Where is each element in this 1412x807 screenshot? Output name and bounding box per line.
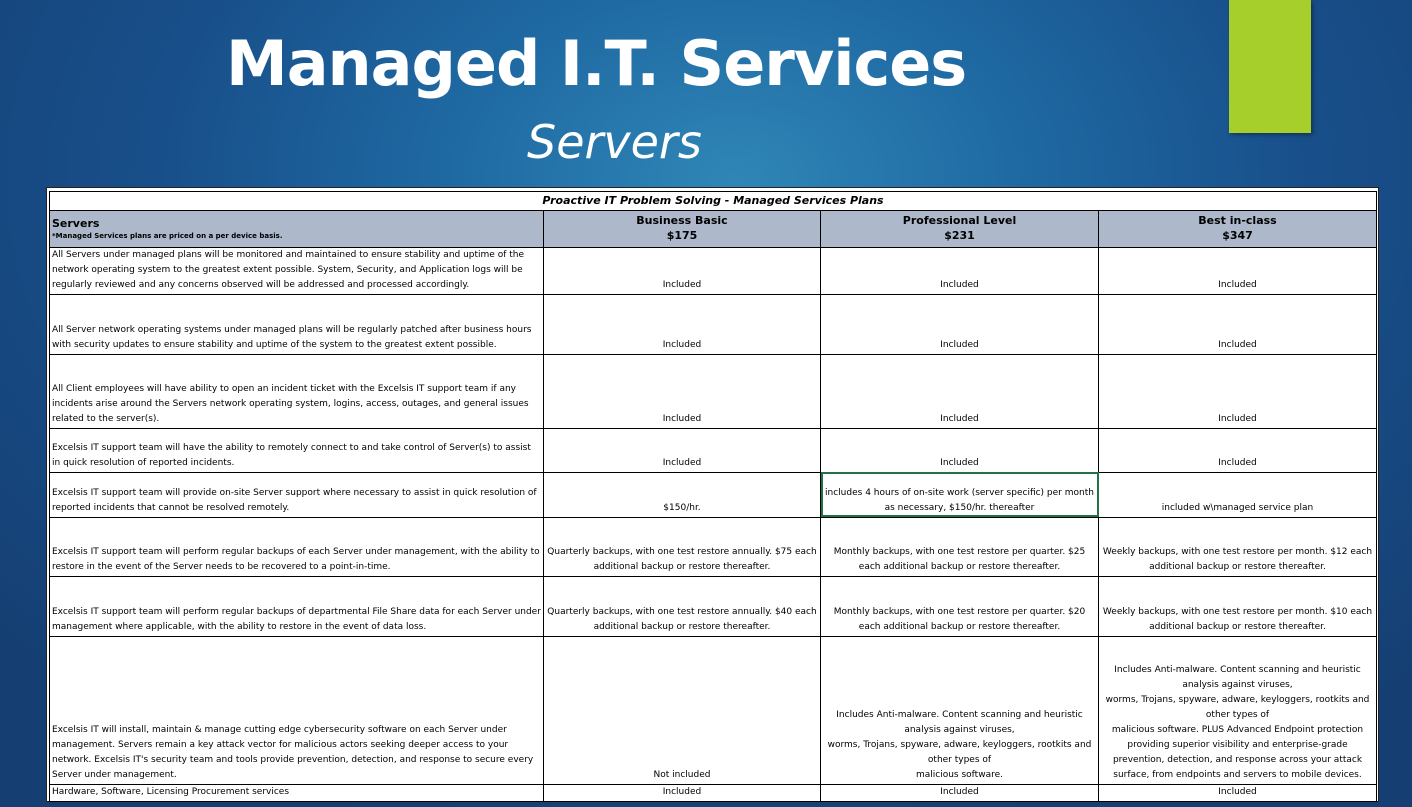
table-row — [50, 294, 1377, 354]
cell-best-in-class: Includes Anti-malware. Content scanning and heuristic analysis against viruses, worms, Trojans, spyware, adware, keyloggers, rootkits and other types of malicious software. PLUS Advanced Endpoint protection providing superior visibility and enterprise-grade prevention, detection, and response across your attack surface, from endpoints and servers to mobile devices. — [1099, 636, 1377, 784]
cell-best-in-class: Included — [1099, 248, 1377, 295]
row-description: Hardware, Software, Licensing Procurement services — [50, 784, 544, 801]
table-caption: Proactive IT Problem Solving - Managed Services Plans — [50, 192, 1377, 211]
header-plan-professional-level — [821, 211, 1099, 248]
cell-professional-level: Monthly backups, with one test restore per quarter. $25 each additional backup or restore thereafter. — [821, 517, 1099, 576]
cell-best-in-class: Included — [1099, 784, 1377, 801]
spreadsheet-table-image — [46, 187, 1379, 802]
table-row — [50, 636, 1377, 784]
header-plan-best-in-class — [1099, 211, 1377, 248]
slide-title: Managed I.T. Services — [226, 27, 967, 100]
header-servers-cell — [50, 211, 544, 248]
plan-price: $231 — [944, 229, 975, 242]
header-pricing-note: *Managed Services plans are priced on a per device basis. — [52, 232, 283, 240]
cell-best-in-class: included w\managed service plan — [1099, 472, 1377, 517]
cell-business-basic: Included — [544, 294, 821, 354]
header-servers-title: Servers — [52, 217, 100, 230]
cell-professional-level: Included — [821, 354, 1099, 428]
cell-professional-level: Included — [821, 294, 1099, 354]
cell-business-basic: Not included — [544, 636, 821, 784]
table-row — [50, 248, 1377, 295]
table-header-row — [50, 211, 1377, 248]
cell-business-basic: Included — [544, 428, 821, 472]
slide-subtitle: Servers — [527, 115, 702, 169]
row-description: All Client employees will have ability to open an incident ticket with the Excelsis IT support team if any incidents arise around the Servers network operating system, logins, access, outages, and general issues related to the server(s). — [50, 354, 544, 428]
row-description: Excelsis IT support team will perform regular backups of departmental File Share data for each Server under management where applicable, with the ability to restore in the event of data loss. — [50, 576, 544, 636]
header-plan-business-basic — [544, 211, 821, 248]
table-row — [50, 784, 1377, 801]
managed-services-plans-table — [49, 191, 1377, 802]
cell-business-basic: Included — [544, 784, 821, 801]
row-description: All Server network operating systems under managed plans will be regularly patched after business hours with security updates to ensure stability and uptime of the system to the greatest extent possible. — [50, 294, 544, 354]
table-row — [50, 428, 1377, 472]
plan-name: Professional Level — [902, 214, 1017, 228]
plan-name: Business Basic — [636, 214, 728, 228]
cell-best-in-class: Weekly backups, with one test restore per month. $12 each additional backup or restore thereafter. — [1099, 517, 1377, 576]
table-row — [50, 354, 1377, 428]
cell-best-in-class: Included — [1099, 428, 1377, 472]
plan-name: Best in-class — [1198, 214, 1277, 228]
cell-business-basic: Included — [544, 248, 821, 295]
plan-price: $175 — [666, 229, 698, 242]
cell-professional-level: Includes Anti-malware. Content scanning and heuristic analysis against viruses, worms, Trojans, spyware, adware, keyloggers, rootkits and other types of malicious software. — [821, 636, 1099, 784]
table-row — [50, 472, 1377, 517]
row-description: All Servers under managed plans will be monitored and maintained to ensure stability and uptime of the network operating system to the greatest extent possible. System, Security, and Application logs will be regularly reviewed and any concerns observed will be addressed and processed accordingly. — [50, 248, 544, 295]
row-description: Excelsis IT support team will have the ability to remotely connect to and take control of Server(s) to assist in quick resolution of reported incidents. — [50, 428, 544, 472]
cell-best-in-class: Weekly backups, with one test restore per month. $10 each additional backup or restore thereafter. — [1099, 576, 1377, 636]
table-row — [50, 576, 1377, 636]
cell-professional-level: Included — [821, 248, 1099, 295]
cell-business-basic: Quarterly backups, with one test restore annually. $75 each additional backup or restore thereafter. — [544, 517, 821, 576]
row-description: Excelsis IT support team will provide on-site Server support where necessary to assist in quick resolution of reported incidents that cannot be resolved remotely. — [50, 472, 544, 517]
row-description: Excelsis IT support team will perform regular backups of each Server under management, with the ability to restore in the event of the Server needs to be recovered to a point-in-time. — [50, 517, 544, 576]
cell-professional-level: Included — [821, 784, 1099, 801]
plan-price: $347 — [1222, 229, 1253, 242]
cell-best-in-class: Included — [1099, 294, 1377, 354]
row-description: Excelsis IT will install, maintain & manage cutting edge cybersecurity software on each Server under management. Servers remain a key attack vector for malicious actors seeking deeper access to your network. Excelsis IT's security team and tools provide prevention, detection, and response to secure every Server under management. — [50, 636, 544, 784]
cell-business-basic: Quarterly backups, with one test restore annually. $40 each additional backup or restore thereafter. — [544, 576, 821, 636]
cell-business-basic: Included — [544, 354, 821, 428]
cell-professional-level-selected: includes 4 hours of on-site work (server specific) per month as necessary, $150/hr. thereafter — [821, 472, 1099, 517]
cell-best-in-class: Included — [1099, 354, 1377, 428]
cell-business-basic: $150/hr. — [544, 472, 821, 517]
cell-professional-level: Monthly backups, with one test restore per quarter. $20 each additional backup or restore thereafter. — [821, 576, 1099, 636]
cell-professional-level: Included — [821, 428, 1099, 472]
table-row — [50, 517, 1377, 576]
accent-bar — [1229, 0, 1311, 133]
